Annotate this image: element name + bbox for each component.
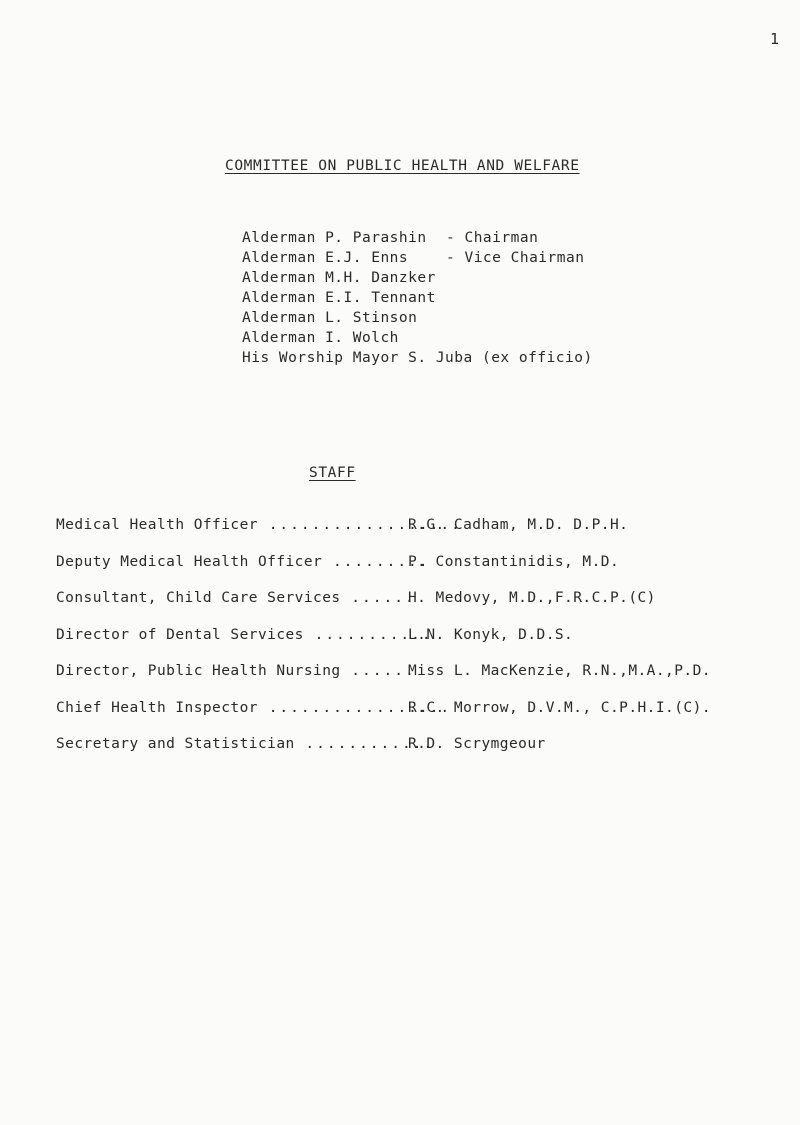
committee-member [242, 228, 593, 248]
staff-title: Chief Health Inspector [56, 699, 258, 716]
staff-holder: R.D. Scrymgeour [408, 736, 546, 752]
staff-row [56, 736, 711, 773]
staff-title-cell [56, 736, 435, 752]
leader-dots: ...... [340, 663, 416, 679]
staff-heading: STAFF [309, 465, 356, 481]
committee-member-ex-officio [242, 348, 593, 368]
committee-member [242, 248, 593, 268]
committee-member-list [242, 228, 593, 368]
leader-dots: .................. [257, 517, 462, 533]
staff-title-cell [56, 553, 430, 570]
member-name: His Worship Mayor S. Juba (ex officio) [242, 350, 593, 366]
leader-dots: ............ [294, 736, 435, 752]
staff-holder: L.N. Konyk, D.D.S. [408, 626, 574, 643]
staff-title-cell [56, 663, 416, 679]
committee-member [242, 268, 593, 288]
member-role: - Chairman [446, 230, 539, 246]
staff-title: Deputy Medical Health Officer [56, 553, 323, 570]
staff-holder: R.G. Cadham, M.D. D.P.H. [408, 517, 629, 533]
leader-dots: ................. [257, 699, 452, 716]
staff-row [56, 700, 711, 737]
staff-row [56, 554, 711, 591]
staff-title-cell [56, 699, 452, 716]
member-role: - Vice Chairman [446, 250, 585, 266]
staff-title: Director, Public Health Nursing [56, 663, 341, 679]
staff-row [56, 517, 711, 554]
member-name: Alderman L. Stinson [242, 310, 418, 326]
staff-title: Secretary and Statistician [56, 736, 295, 752]
leader-dots: ........... [303, 626, 433, 643]
staff-title: Consultant, Child Care Services [56, 590, 341, 606]
staff-holder: R.C. Morrow, D.V.M., C.P.H.I.(C). [408, 699, 711, 716]
staff-title-cell [56, 626, 433, 643]
staff-row [56, 627, 711, 664]
staff-row [56, 663, 711, 700]
staff-title: Medical Health Officer [56, 517, 258, 533]
staff-row [56, 590, 711, 627]
staff-holder: Miss L. MacKenzie, R.N.,M.A.,P.D. [408, 663, 711, 679]
page-number: 1 [770, 30, 780, 48]
staff-title-cell [56, 590, 416, 606]
member-name: Alderman M.H. Danzker [242, 270, 436, 286]
staff-holder: H. Medovy, M.D.,F.R.C.P.(C) [408, 590, 656, 606]
staff-holder: P. Constantinidis, M.D. [408, 553, 620, 570]
staff-list [56, 517, 711, 773]
committee-member [242, 308, 593, 328]
staff-title-cell [56, 517, 462, 533]
leader-dots: ...... [340, 590, 416, 606]
committee-member [242, 328, 593, 348]
member-name: Alderman E.I. Tennant [242, 290, 436, 306]
member-name: Alderman P. Parashin [242, 230, 427, 246]
leader-dots: ......... [322, 553, 430, 570]
staff-title: Director of Dental Services [56, 626, 304, 643]
member-name: Alderman E.J. Enns [242, 250, 409, 266]
committee-heading: COMMITTEE ON PUBLIC HEALTH AND WELFARE [225, 158, 580, 174]
committee-member [242, 288, 593, 308]
member-name: Alderman I. Wolch [242, 330, 399, 346]
